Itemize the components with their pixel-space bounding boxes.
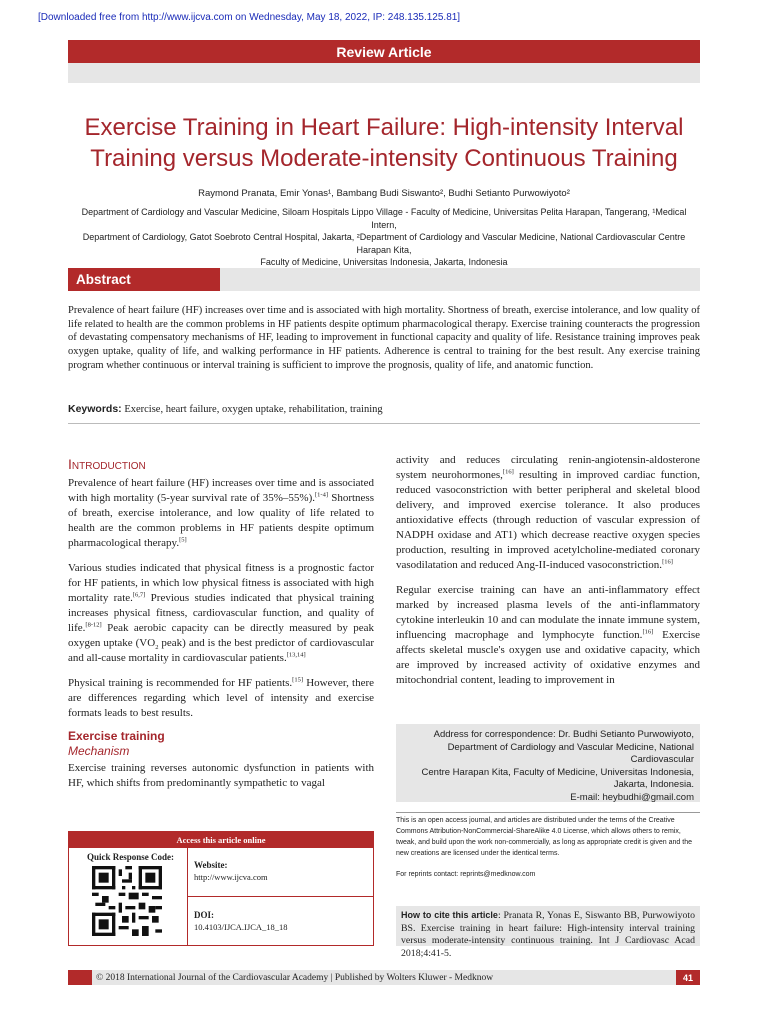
- exercise-training-heading: Exercise training: [68, 729, 165, 743]
- how-to-cite-box: [396, 906, 700, 959]
- correspondence-line: Jakarta, Indonesia.: [613, 779, 694, 791]
- footer-copyright: © 2018 International Journal of the Cardiovascular Academy | Published by Wolters Kluwer - Medknow: [96, 972, 494, 983]
- abstract-heading: [68, 268, 220, 291]
- title-line-1: Exercise Training in Heart Failure: High-intensity Interval: [84, 114, 684, 141]
- access-box-divider: [187, 848, 188, 946]
- article-type: Review Article: [336, 43, 432, 60]
- citation[interactable]: [15]: [292, 676, 303, 684]
- header-gray-band: [68, 63, 700, 83]
- footer-accent: [68, 970, 92, 985]
- citation[interactable]: [1-4]: [315, 491, 328, 499]
- citation[interactable]: [16]: [642, 628, 654, 636]
- intro-paragraph-2: Various studies indicated that physical fitness is a prognostic factor for HF patients, in which low physical fitness is associated with high mortality rate.[6,7] Previous studies indicated that physical training increases physical fitness, cardiovascular function, and quality of life.[8-12] Peak aerobic capacity can be directly measured by peak oxygen uptake ($VO_2$ peak) and is the best predictor of cardiovascular and all-cause mortality in cardiovascular patients.[13,14]: [68, 562, 374, 664]
- reprints-contact: For reprints contact: reprints@medknow.com: [396, 871, 536, 878]
- download-notice: [Downloaded free from http://www.ijcva.com on Wednesday, May 18, 2022, IP: 248.135.125.81]: [38, 12, 461, 23]
- affiliation-line-3: Faculty of Medicine, Universitas Indonesia, Jakarta, Indonesia: [260, 257, 508, 267]
- authors: Raymond Pranata, Emir Yonas¹, Bambang Budi Siswanto², Budhi Setianto Purwowiyoto²: [198, 188, 570, 199]
- keywords: [68, 403, 700, 415]
- article-type-bar: [68, 40, 700, 63]
- cite-label: How to cite this article: [401, 910, 498, 920]
- title-line-2: Training versus Moderate-intensity Continuous Training: [90, 145, 678, 172]
- intro-paragraph-3: Physical training is recommended for HF patients.[15] However, there are differences regarding which level of intensity and exercise formats leads to best results.: [68, 676, 374, 719]
- affiliations: [68, 206, 700, 269]
- mechanism-subheading: Mechanism: [68, 744, 130, 758]
- keywords-value: Exercise, heart failure, oxygen uptake, rehabilitation, training: [124, 404, 383, 415]
- article-title: [70, 112, 698, 174]
- citation[interactable]: [16]: [502, 468, 514, 476]
- license-divider: [396, 812, 700, 813]
- doi-link[interactable]: 10.4103/IJCA.IJCA_18_18: [194, 922, 288, 932]
- mechanism-paragraph-cont: activity and reduces circulating renin-angiotensin-aldosterone system neurohormones,[16] resulting in improved cardiac function, reduced vasoconstriction with better peripheral and skeletal blood delivery, and improved exercise tolerance. It also produces antioxidative effects (through reduction of vascular expression of NADPH oxidase and AT1) which decrease reactive oxygen species production, resulting in improved acetylcholine-mediated coronary vasodilatation and reduced Ang-II-induced vasoconstriction.[16]: [396, 454, 701, 571]
- citation[interactable]: [16]: [662, 558, 673, 566]
- access-online-heading: Access this article online: [68, 831, 374, 848]
- intro-paragraph-1: Prevalence of heart failure (HF) increases over time and is associated with high mortality (5-year survival rate of 35%–55%).[1-4] Shortness of breath, exercise intolerance, and low quality of life related to health are the common problems in HF patients despite optimum pharmacological therapy.[5]: [68, 477, 374, 549]
- correspondence: [400, 729, 694, 805]
- citation[interactable]: [5]: [179, 536, 187, 544]
- affiliation-line-1: Department of Cardiology and Vascular Medicine, Siloam Hospitals Lippo Village - Faculty of Medicine, Universitas Pelita Harapan, Tangerang, ¹Medical Intern,: [81, 207, 687, 230]
- website-label: Website:: [194, 860, 228, 870]
- citation[interactable]: [8-12]: [85, 621, 102, 629]
- mechanism-paragraph: Exercise training reverses autonomic dysfunction in patients with HF, which shifts from predominantly sympathetic to vagal: [68, 762, 374, 789]
- cite-text: : Pranata R, Yonas E, Siswanto BB, Purwowiyoto BS. Exercise training in heart failure: High-intensity interval training versus moderate-intensity continuous training. Int J Cardiovasc Acad 2018;4:41-5.: [401, 910, 695, 959]
- introduction-heading: Introduction: [68, 456, 146, 472]
- abstract-text: Prevalence of heart failure (HF) increases over time and is associated with high mortality. Shortness of breath, exercise intolerance, and low quality of life related to health are the common problems in HF patients despite optimum pharmacological therapy. Exercise training counteracts the progression of devastating compensatory mechanisms of HF, leading to improvement in functional capacity and quality of life. Resistance training improves peak oxygen uptake, quality of life, and walking performance in HF patients. Adherence is central to training for the best result. Any exercise training program whether continuous or interval training is sufficient to improve the prognosis, quality of life, and anatomic function.: [68, 305, 700, 371]
- license-text: This is an open access journal, and articles are distributed under the terms of the Creative Commons Attribution-NonCommercial-ShareAlike 4.0 License, which allows others to remix, tweak, and build upon the work non-commercially, as long as appropriate credit is given and the new creations are licensed under the identical terms.: [396, 817, 692, 857]
- page-number: 41: [676, 970, 700, 985]
- access-box-divider: [187, 896, 374, 897]
- website-link[interactable]: http://www.ijcva.com: [194, 872, 268, 882]
- doi-label: DOI:: [194, 910, 214, 920]
- anti-inflammatory-paragraph: Regular exercise training can have an anti-inflammatory effect marked by increased plasma levels of the anti-inflammatory cytokine interleukin 10 and can modulate the innate immune system, influencing macrophage and lymphocyte function.[16] Exercise affects skeletal muscle's oxygen use and oxidative capacity, which are improved by increased activity of oxidative enzymes and mitochondrial content, leading to improvement in: [396, 584, 700, 686]
- citation[interactable]: [13,14]: [286, 651, 306, 659]
- correspondence-line: Department of Cardiology and Vascular Medicine, National Cardiovascular: [447, 741, 694, 766]
- right-column: [396, 453, 700, 688]
- correspondence-line: Centre Harapan Kita, Faculty of Medicine, Universitas Indonesia,: [421, 766, 694, 778]
- qr-label: Quick Response Code:: [87, 852, 175, 862]
- correspondence-email[interactable]: E-mail: heybudhi@gmail.com: [570, 791, 694, 803]
- qr-code-icon[interactable]: [92, 866, 162, 936]
- left-column: [68, 476, 374, 791]
- abstract-heading-label: Abstract: [76, 272, 131, 287]
- correspondence-line: Address for correspondence: Dr. Budhi Setianto Purwowiyoto,: [433, 729, 694, 740]
- affiliation-line-2: Department of Cardiology, Gatot Soebroto Central Hospital, Jakarta, ²Department of Cardiology and Vascular Medicine, National Cardiovascular Centre Harapan Kita,: [82, 232, 686, 255]
- keywords-label: Keywords:: [68, 403, 122, 415]
- keywords-divider: [68, 423, 700, 424]
- citation[interactable]: [6,7]: [132, 591, 146, 599]
